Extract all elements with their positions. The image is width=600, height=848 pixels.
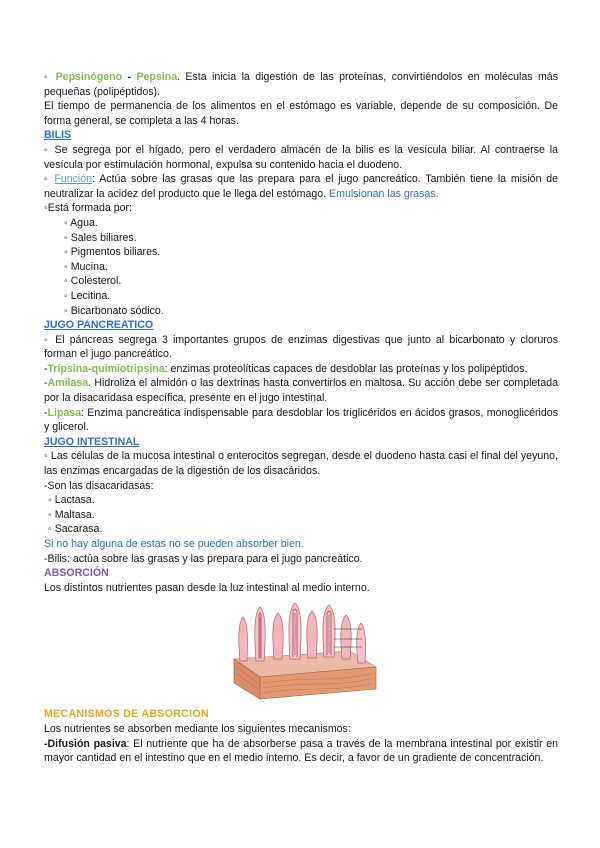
list-item: ◦ Agua. [64,216,98,229]
amilasa-paragraph [44,376,558,405]
funcion-link[interactable]: Función [54,173,93,186]
emulsionan-note: Emulsionan las grasas. [329,187,439,200]
absorcion-heading: ABSORCIÓN [44,567,109,580]
absorcion-paragraph: Los distintos nutrientes pasan desde la luz intestinal al medio interno. [44,581,370,594]
dash: - [44,406,48,419]
term-separator: - [122,71,137,83]
jugo-pancreatico-heading: JUGO PANCREATICO [44,319,154,332]
list-item: ◦ Maltasa. [48,508,95,521]
term-pepsina: Pepsina [136,71,178,83]
intestinal-villi-illustration [230,599,380,701]
pepsinogeno-paragraph [44,70,558,99]
term-amilasa: Amilasa [47,377,89,390]
dash: - [44,362,48,375]
permanencia-paragraph: El tiempo de permanencia de los alimentos en el estómago es variable, depende de su composición. De forma general, se completa a las 4 horas. [44,100,558,127]
funcion-text: : Actúa sobre las grasas que las prepara para el jugo pancreático. También tiene la misión de neutralizar la acidez del producto que le llega del estómago. [44,173,559,200]
difusion-paragraph [44,737,558,766]
mecanismos-paragraph: Los nutrientes se absorben mediante los siguientes mecanismos: [44,722,351,735]
disacaridasas-label: -Son las disacaridasas: [44,479,154,492]
jugo-intestinal-heading: JUGO INTESTINAL [44,435,140,448]
formada-label: ◦Está formada por: [44,202,132,215]
bilis-note: -Bilis: actúa sobre las grasas y las prepara para el jugo pancreático. [44,552,363,565]
list-item: ◦ Bicarbonato sódico. [64,304,164,317]
tripsina-text: : enzimas proteolíticas capaces de desdoblar las proteínas y los polipéptidos. [164,362,528,375]
lipasa-text: : Enzima pancreática indispensable para desdoblar los triglicéridos en ácidos grasos, monoglicéridos y glicerol. [44,406,558,434]
list-item: ◦ Pigmentos biliares. [64,246,161,259]
bullet: ◦ [44,173,55,186]
list-item: ◦ Lecitina. [64,289,111,302]
amilasa-text: . Hidroliza el almidón o las dextrinas hasta convertirlos en maltosa. Su acción debe ser completada por la disacaridasa específica, presente en el jugo intestinal. [44,377,558,405]
list-item: ◦ Colesterol. [64,275,122,288]
pancreas-paragraph: ◦ El páncreas segrega 3 importantes grupos de enzimas digestivas que junto al bicarbonato y cloruros forman el jugo pancreático. [44,333,558,361]
dash: - [44,377,48,390]
mecanismos-heading: MECANISMOS DE ABSORCIÓN [44,708,209,721]
pepsina-text: . Esta inicia la digestión de las proteínas, convirtiéndolos en moléculas más pequeñas (polipéptidos). [44,71,558,98]
bilis-components-list [44,216,558,318]
list-item: ◦ Mucina. [64,260,108,273]
document-page [44,70,558,766]
list-item: ◦ Sales biliares. [64,231,137,244]
bilis-heading: BILIS [44,129,72,142]
difusion-label: -Difusión pasiva [44,737,127,750]
funcion-paragraph [44,172,558,201]
difusion-text: : El nutriente que ha de absorberse pasa a través de la membrana intestinal por existir en mayor cantidad en el intestino que en el medio interno. Es decir, a favor de un gradiente de concentración. [44,737,558,765]
lipasa-paragraph [44,406,558,435]
enterocitos-paragraph: ◦ Las células de la mucosa intestinal o enterocitos segregan, desde el duodeno hasta casi el final del yeyuno, las enzimas encargadas de la digestión de los disacáridos. [44,450,558,478]
term-tripsina: Tripsina-quimiotripsina [47,362,165,375]
bilis-paragraph: ◦ Se segrega por el hígado, pero el verdadero almacén de la bilis es la vesícula biliar. Al contraerse la vesícula por estimulación hormonal, expulsa su contenido hacia el duodeno. [44,143,558,171]
disacaridasas-list [44,493,558,537]
list-item: ◦ Lactasa. [48,494,95,507]
bullet: ◦ [44,71,56,83]
term-lipasa: Lipasa [47,406,82,419]
tripsina-paragraph [44,362,558,377]
list-item: ◦ Sacarasa. [48,523,103,536]
absorber-note: Si no hay alguna de estas no se pueden absorber bien. [44,538,304,550]
term-pepsinogeno: Pepsinógeno [55,71,123,83]
